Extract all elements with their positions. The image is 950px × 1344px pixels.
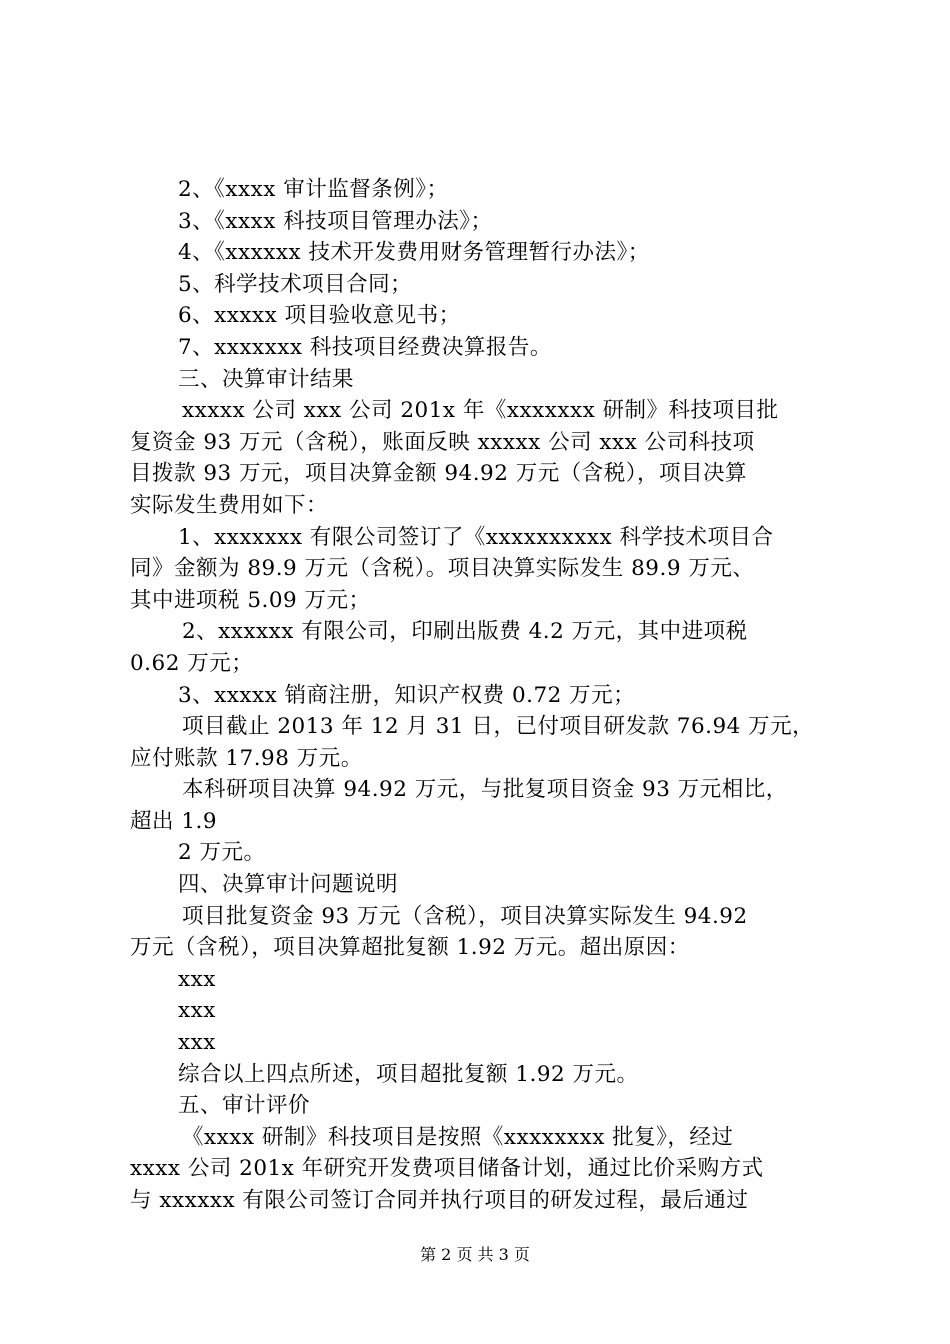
text-line: 超出 1.9 [130, 808, 218, 834]
text-line: 五、审计评价 [178, 1093, 311, 1119]
text-line: 四、决算审计问题说明 [178, 872, 399, 898]
text-line: xxxx 公司 201x 年研究开发费项目储备计划，通过比价采购方式 [130, 1156, 764, 1182]
text-line: 同》金额为 89.9 万元（含税）。项目决算实际发生 89.9 万元、 [130, 556, 755, 582]
text-line: xxx [178, 998, 216, 1024]
text-line: 其中进项税 5.09 万元； [130, 587, 371, 613]
page-footer: 第 2 页 共 3 页 [420, 1245, 530, 1264]
text-line: 实际发生费用如下： [130, 492, 329, 518]
text-line: 本科研项目决算 94.92 万元，与批复项目资金 93 万元相比， [182, 777, 788, 803]
text-line: 2、xxxxxx 有限公司，印刷出版费 4.2 万元，其中进项税 [182, 619, 748, 645]
text-line: 项目截止 2013 年 12 月 31 日，已付项目研发款 76.94 万元， [182, 714, 815, 740]
text-line: 3、《xxxx 科技项目管理办法》； [178, 208, 493, 234]
text-line: 《xxxx 研制》科技项目是按照《xxxxxxxx 批复》，经过 [182, 1124, 734, 1150]
text-line: 1、xxxxxxx 有限公司签订了《xxxxxxxxxx 科学技术项目合 [178, 524, 774, 550]
text-line: 复资金 93 万元（含税），账面反映 xxxxx 公司 xxx 公司科技项 [130, 429, 755, 455]
text-line: 2 万元。 [178, 840, 266, 866]
text-line: 6、xxxxx 项目验收意见书； [178, 303, 461, 329]
text-line: 与 xxxxxx 有限公司签订合同并执行项目的研发过程，最后通过 [130, 1188, 749, 1213]
text-line: 7、xxxxxxx 科技项目经费决算报告。 [178, 334, 552, 360]
text-line: 综合以上四点所述，项目超批复额 1.92 万元。 [178, 1061, 639, 1087]
text-line: 4、《xxxxxx 技术开发费用财务管理暂行办法》； [178, 240, 650, 266]
text-line: 应付账款 17.98 万元。 [130, 745, 363, 771]
text-line: xxxxx 公司 xxx 公司 201x 年《xxxxxxx 研制》科技项目批 [182, 398, 779, 424]
text-line: 0.62 万元； [130, 650, 254, 676]
text-line: xxx [178, 1030, 216, 1056]
text-line: 2、《xxxx 审计监督条例》； [178, 177, 449, 202]
document-body [130, 174, 835, 1217]
text-line: 3、xxxxx 销商注册，知识产权费 0.72 万元； [178, 682, 636, 708]
text-line: 5、科学技术项目合同； [178, 271, 413, 297]
text-line: 三、决算审计结果 [178, 366, 355, 392]
text-line: 万元（含税），项目决算超批复额 1.92 万元。超出原因： [130, 935, 690, 961]
text-line: 目拨款 93 万元，项目决算金额 94.92 万元（含税），项目决算 [130, 461, 747, 487]
text-line: 项目批复资金 93 万元（含税），项目决算实际发生 94.92 [182, 903, 748, 929]
text-line: xxx [178, 966, 216, 992]
